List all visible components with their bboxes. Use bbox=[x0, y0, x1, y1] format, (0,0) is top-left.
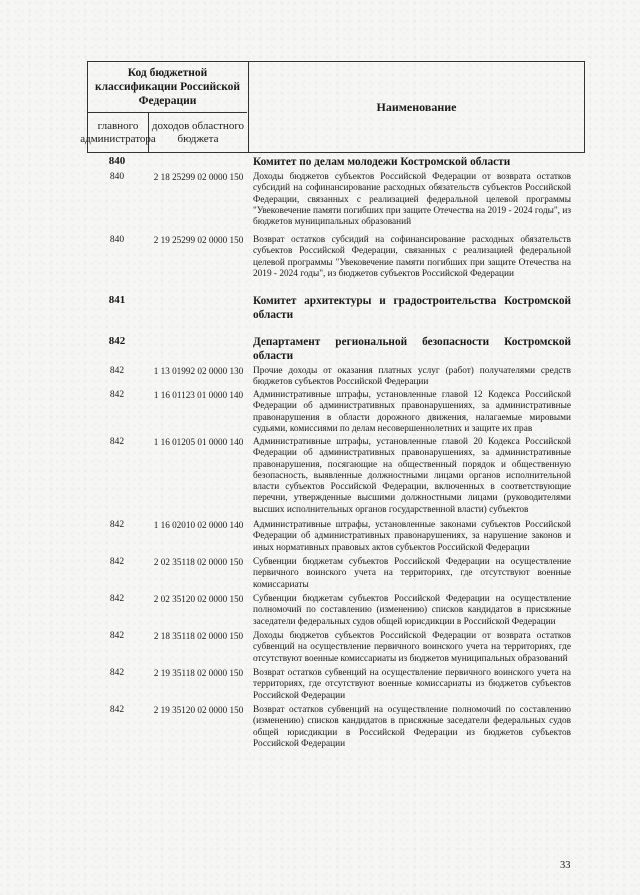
income-name: Прочие доходы от оказания платных услуг (работ) получателями средств бюджетов субъектов Российской Федерации bbox=[253, 366, 571, 388]
income-name: Административные штрафы, установленные главой 12 Кодекса Российской Федерации об административных правонарушениях, за административные правонарушения в области дорожного движения, налагаемые мировыми судьями, комиссиями по делам несовершеннолетних и защите их прав bbox=[253, 390, 571, 434]
income-name: Доходы бюджетов субъектов Российской Федерации от возврата остатков субвенций на осуществление первичного воинского учета на территориях, где отсутствуют военные комиссариаты из бюджетов муниципальных образований bbox=[253, 631, 571, 664]
income-code: 2 19 35120 02 0000 150 bbox=[153, 705, 244, 715]
admin-code: 842 bbox=[109, 366, 125, 376]
name-column-header: Наименование bbox=[376, 99, 457, 114]
section-title: Комитет архитектуры и градостроительства Костромской области bbox=[253, 295, 571, 321]
admin-code: 842 bbox=[109, 437, 125, 447]
income-name: Возврат остатков субвенций на осуществление первичного воинского учета на территориях, где отсутствуют военные комиссариаты из бюджетов субъектов Российской Федерации bbox=[253, 668, 571, 701]
income-column-header: доходов областного бюджета bbox=[151, 119, 245, 145]
income-code: 2 19 25299 02 0000 150 bbox=[153, 235, 244, 245]
admin-code: 842 bbox=[109, 557, 125, 567]
table-header bbox=[80, 61, 585, 153]
admin-code: 842 bbox=[109, 668, 125, 678]
income-code: 2 02 35118 02 0000 150 bbox=[153, 557, 244, 567]
income-code: 1 16 02010 02 0000 140 bbox=[153, 520, 244, 530]
admin-code: 840 bbox=[108, 155, 126, 167]
income-name: Субвенции бюджетам субъектов Российской Федерации на осуществление первичного воинского учета на территориях, где отсутствуют военные комиссариаты bbox=[253, 557, 571, 590]
income-code: 2 19 35118 02 0000 150 bbox=[153, 668, 244, 678]
admin-code: 842 bbox=[109, 390, 125, 400]
admin-code: 842 bbox=[108, 335, 126, 347]
page-number: 33 bbox=[560, 860, 571, 871]
admin-column-header: главного администратора bbox=[88, 112, 149, 153]
admin-code: 840 bbox=[109, 172, 125, 182]
income-name: Возврат остатков субвенций на осуществление полномочий по составлению (изменению) списков кандидатов в присяжные заседатели федеральных судов общей юрисдикции в Российской Федерации из бюджетов субъектов Российской Федерации bbox=[253, 705, 571, 749]
admin-code: 842 bbox=[109, 631, 125, 641]
income-code: 1 13 01992 02 0000 130 bbox=[153, 366, 244, 376]
income-name: Административные штрафы, установленные главой 20 Кодекса Российской Федерации об административных правонарушениях, за административные правонарушения, посягающие на общественный порядок и общественную безопасность, выявленные должностными лицами органов исполнительной власти субъектов Российской Федерации, включенных в соответствующие перечни, утвержденные высшими должностными лицами (руководителями высших исполнительных органов государственной власти) субъектов bbox=[253, 437, 571, 515]
income-name: Субвенции бюджетам субъектов Российской Федерации на осуществление полномочий по составлению (изменению) списков кандидатов в присяжные заседатели федеральных судов общей юрисдикции в Российской Федерации bbox=[253, 594, 571, 627]
section-title: Комитет по делам молодежи Костромской области bbox=[253, 156, 511, 168]
income-name: Возврат остатков субсидий на софинансирование расходных обязательств субъектов Российской Федерации, связанных с реализацией федеральной целевой программы "Увековечение памяти погибших при защите Отечества на 2019 - 2024 годы", из бюджетов субъектов Российской Федерации bbox=[253, 235, 571, 279]
income-name: Доходы бюджетов субъектов Российской Федерации от возврата остатков субсидий на софинансирование расходных обязательств субъектов Российской Федерации, связанных с реализацией федеральной целевой программы "Увековечение памяти погибших при защите Отечества на 2019 - 2024 годы", из бюджетов муниципальных образований bbox=[253, 172, 571, 228]
section-title: Департамент региональной безопасности Костромской области bbox=[253, 336, 571, 362]
income-code: 1 16 01205 01 0000 140 bbox=[153, 437, 244, 447]
admin-code: 840 bbox=[109, 235, 125, 245]
income-code: 2 18 25299 02 0000 150 bbox=[153, 172, 244, 182]
admin-code: 842 bbox=[109, 705, 125, 715]
budget-code-group-title: Код бюджетной классификации Российской Федерации bbox=[88, 62, 247, 113]
income-name: Административные штрафы, установленные законами субъектов Российской Федерации об административных правонарушениях, за нарушение законов и иных нормативных правовых актов субъектов Российской Федерации bbox=[253, 520, 571, 553]
income-code: 2 18 35118 02 0000 150 bbox=[153, 631, 244, 641]
admin-code: 842 bbox=[109, 520, 125, 530]
admin-code: 841 bbox=[108, 294, 126, 306]
admin-code: 842 bbox=[109, 594, 125, 604]
income-code: 2 02 35120 02 0000 150 bbox=[153, 594, 244, 604]
income-code: 1 16 01123 01 0000 140 bbox=[153, 390, 244, 400]
